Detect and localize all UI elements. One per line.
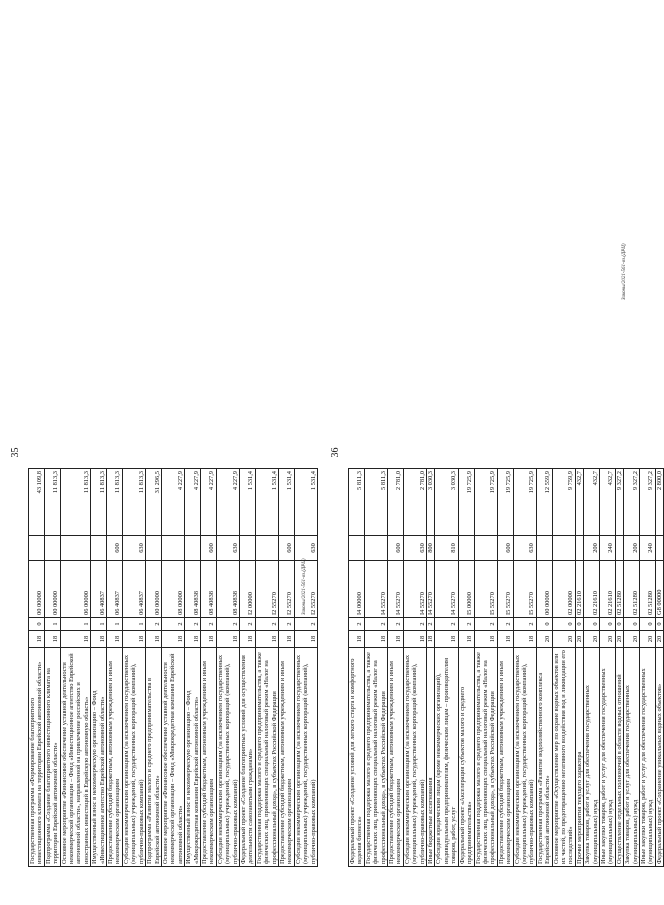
code-subprogram: 1 (44, 618, 60, 631)
amount: 9 759,9 (552, 469, 575, 536)
amount: 1 531,4 (279, 469, 295, 536)
code-expense-type (655, 536, 663, 561)
code-program: 20 (615, 631, 623, 648)
row-title: Прочие мероприятия текущего характера (575, 648, 583, 867)
code-expense-type (575, 536, 583, 561)
amount: 19 725,9 (474, 469, 497, 536)
row-title: Государственная поддержка малого и среднего предпринимательства, а также физических лиц, применяющих специальный налоговый режим «Налог на профессиональный доход», в субъектах Российской Федерации (474, 648, 497, 867)
table-row (536, 469, 552, 867)
amount: 5 811,3 (349, 469, 365, 536)
amount: 11 813,3 (44, 469, 60, 536)
code-program: 20 (640, 631, 656, 648)
row-title: Государственная программа «Формирование благоприятного инвестиционного климата на территории Еврейской автономной области» (29, 648, 45, 867)
table-row (513, 469, 536, 867)
code-article: 06 40837 (91, 561, 107, 618)
row-title: Государственная поддержка малого и среднего предпринимательства, а также физических лиц, применяющих специальный налоговый режим «Налог на профессиональный доход», в субъектах Российской Федерации (364, 648, 387, 867)
code-article: I5 55270 (474, 561, 497, 618)
amount: 2 781,0 (403, 469, 426, 536)
code-expense-type (91, 536, 107, 561)
code-expense-type (44, 536, 60, 561)
table-row (91, 469, 107, 867)
code-program: 18 (497, 631, 513, 648)
row-title: Основное мероприятие «Финансовое обеспечение уставной деятельности некоммерческой организации – Фонд «Микрокредитная компания Еврейской автономной области» (161, 648, 184, 867)
code-subprogram: 1 (91, 618, 107, 631)
code-subprogram: 2 (294, 618, 317, 631)
code-expense-type (552, 536, 575, 561)
code-article: 06 40837 (107, 561, 123, 618)
code-expense-type (161, 536, 184, 561)
amount: 4 227,9 (161, 469, 184, 536)
row-title: Иные закупки товаров, работ и услуг для обеспечения государственных (муниципальных) нужд (600, 648, 616, 867)
row-title: Иные бюджетные ассигнования (427, 648, 435, 867)
code-program: 18 (364, 631, 387, 648)
code-subprogram: 2 (216, 618, 239, 631)
code-program: 18 (474, 631, 497, 648)
code-article: 02 51280 (624, 561, 640, 618)
code-subprogram: 0 (552, 618, 575, 631)
code-program: 18 (255, 631, 278, 648)
code-expense-type: 630 (122, 536, 145, 561)
table-row (640, 469, 656, 867)
code-program: 18 (294, 631, 317, 648)
code-expense-type: 630 (294, 536, 317, 561)
page-36 (320, 0, 663, 905)
row-title: Предоставление субсидий бюджетным, автономным учреждениям и иным некоммерческим организациям (279, 648, 295, 867)
table-row (200, 469, 216, 867)
code-subprogram: 0 (575, 618, 583, 631)
table-row (29, 469, 45, 867)
code-program: 18 (29, 631, 45, 648)
amount: 4 227,9 (216, 469, 239, 536)
table-row (655, 469, 663, 867)
budget-table (28, 468, 318, 867)
code-program: 18 (349, 631, 365, 648)
code-subprogram: 2 (161, 618, 184, 631)
row-title: Закупка товаров, работ и услуг для обеспечения государственных (муниципальных) нужд (624, 648, 640, 867)
table-row (552, 469, 575, 867)
row-title: Федеральный проект «Сохранение уникальных водных объектов» (655, 648, 663, 867)
code-article: 02 21610 (584, 561, 600, 618)
amount: 2 800,0 (655, 469, 663, 536)
table-row (60, 469, 91, 867)
amount: 31 296,5 (146, 469, 162, 536)
table-row (146, 469, 162, 867)
table-row (615, 469, 623, 867)
code-program: 20 (624, 631, 640, 648)
table-row (388, 469, 404, 867)
code-article: 02 00000 (552, 561, 575, 618)
amount: 4 227,9 (200, 469, 216, 536)
table-row (497, 469, 513, 867)
amount: 9 327,2 (615, 469, 623, 536)
code-expense-type: 600 (497, 536, 513, 561)
code-article: I2 55270 (255, 561, 278, 618)
row-title: Основное мероприятие «Финансовое обеспечение уставной деятельности некоммерческой организации – Фонд «Инвестиционное агентство Еврейской автономной области», направленной на привлечение российских и иностранных инвестиций в Еврейскую автономную область» (60, 648, 91, 867)
code-program: 20 (584, 631, 600, 648)
code-article: I5 55270 (513, 561, 536, 618)
amount: 4 227,9 (185, 469, 201, 536)
code-subprogram: 2 (388, 618, 404, 631)
code-article: 00 00000 (536, 561, 552, 618)
row-title: Предоставление субсидий бюджетным, автономным учреждениям и иным некоммерческим организациям (200, 648, 216, 867)
code-subprogram: 2 (279, 618, 295, 631)
code-article: I5 00000 (458, 561, 474, 618)
code-article: 00 00000 (29, 561, 45, 618)
code-program: 18 (122, 631, 145, 648)
code-article: I2 00000 (239, 561, 255, 618)
code-subprogram: 2 (349, 618, 365, 631)
row-title: Основное мероприятие «Осуществление мер по охране водных объектов или их частей, по предотвращению негативного воздействия вод и ликвидации его последствий» (552, 648, 575, 867)
code-article: I4 55270 (388, 561, 404, 618)
amount: 432,7 (600, 469, 616, 536)
table-row (403, 469, 426, 867)
amount: 19 725,9 (497, 469, 513, 536)
code-program: 18 (403, 631, 426, 648)
code-expense-type: 200 (624, 536, 640, 561)
row-title: Государственная программа «Развитие водохозяйственного комплекса Еврейской автономной области» (536, 648, 552, 867)
code-program: 20 (575, 631, 583, 648)
table-row (294, 469, 317, 867)
code-article: I4 55270 (364, 561, 387, 618)
code-article: I2 55270 (294, 561, 317, 618)
table-row (279, 469, 295, 867)
table-row (349, 469, 365, 867)
code-article: G8 00000 (655, 561, 663, 618)
code-program: 20 (536, 631, 552, 648)
code-program: 18 (185, 631, 201, 648)
row-title: Предоставление субсидий бюджетным, автономным учреждениям и иным некоммерческим организациям (388, 648, 404, 867)
table-row (435, 469, 458, 867)
code-expense-type (185, 536, 201, 561)
table-row (575, 469, 583, 867)
amount: 43 109,8 (29, 469, 45, 536)
budget-table (348, 468, 664, 867)
code-expense-type (349, 536, 365, 561)
code-subprogram: 0 (640, 618, 656, 631)
code-expense-type: 600 (107, 536, 123, 561)
code-expense-type: 240 (640, 536, 656, 561)
code-article: 00 00000 (44, 561, 60, 618)
code-subprogram: 2 (474, 618, 497, 631)
code-expense-type: 810 (435, 536, 458, 561)
code-article: 06 00000 (60, 561, 91, 618)
table-row (216, 469, 239, 867)
row-title: Федеральный проект «Создание условий для легкого старта и комфортного ведения бизнеса» (349, 648, 365, 867)
code-expense-type: 600 (279, 536, 295, 561)
code-article: I4 55270 (427, 561, 435, 618)
code-expense-type (536, 536, 552, 561)
code-subprogram: 1 (60, 618, 91, 631)
code-subprogram: 0 (655, 618, 663, 631)
row-title: Предоставление субсидий бюджетным, автономным учреждениям и иным некоммерческим организациям (497, 648, 513, 867)
row-title: Субсидии некоммерческим организациям (за исключением государственных (муниципальных) учреждений, государственных корпораций (компаний), публично-правовых компаний) (294, 648, 317, 867)
amount: 432,7 (584, 469, 600, 536)
code-subprogram: 2 (146, 618, 162, 631)
code-subprogram: 0 (584, 618, 600, 631)
code-program: 18 (146, 631, 162, 648)
code-program: 18 (44, 631, 60, 648)
row-title: Подпрограмма «Создание благоприятного инвестиционного климата на территории Еврейской автономной области» (44, 648, 60, 867)
amount: 11 813,3 (60, 469, 91, 536)
code-subprogram: 0 (536, 618, 552, 631)
table-row (122, 469, 145, 867)
row-title: Имущественный взнос в некоммерческую организацию – Фонд «Инвестиционное агентство Еврейской автономной области» (91, 648, 107, 867)
code-article: 08 40838 (185, 561, 201, 618)
code-expense-type: 800 (427, 536, 435, 561)
code-expense-type: 630 (403, 536, 426, 561)
amount: 1 531,4 (239, 469, 255, 536)
amount: 1 531,4 (255, 469, 278, 536)
code-subprogram: 2 (200, 618, 216, 631)
code-subprogram: 2 (427, 618, 435, 631)
code-expense-type: 240 (600, 536, 616, 561)
amount: 19 725,9 (513, 469, 536, 536)
table-row (44, 469, 60, 867)
code-article: 00 00000 (146, 561, 162, 618)
code-expense-type (60, 536, 91, 561)
code-expense-type (239, 536, 255, 561)
table-row (161, 469, 184, 867)
amount: 5 811,3 (364, 469, 387, 536)
code-expense-type: 600 (388, 536, 404, 561)
code-expense-type (474, 536, 497, 561)
code-program: 18 (91, 631, 107, 648)
code-subprogram: 2 (185, 618, 201, 631)
code-article: 06 40837 (122, 561, 145, 618)
table-row (427, 469, 435, 867)
code-subprogram: 2 (458, 618, 474, 631)
table-row (584, 469, 600, 867)
table-row (474, 469, 497, 867)
row-title: Осуществление отдельных полномочий в области водных отношений (615, 648, 623, 867)
code-article: I2 55270 (279, 561, 295, 618)
code-subprogram: 2 (255, 618, 278, 631)
row-title: Подпрограмма «Развитие малого и среднего предпринимательства в Еврейской автономной области» (146, 648, 162, 867)
page-footer: Законы/2021-561-оз.(ДРЦ) (302, 558, 307, 615)
page-number: 35 (10, 447, 21, 458)
row-title: Субсидии некоммерческим организациям (за исключением государственных (муниципальных) учреждений, государственных корпораций (компаний), публично-правовых компаний) (216, 648, 239, 867)
code-article: I4 00000 (349, 561, 365, 618)
row-title: Государственная поддержка малого и среднего предпринимательства, а также физических лиц, применяющих специальный налоговый режим «Налог на профессиональный доход», в субъектах Российской Федерации (255, 648, 278, 867)
code-program: 18 (216, 631, 239, 648)
code-subprogram: 1 (107, 618, 123, 631)
code-program: 18 (60, 631, 91, 648)
code-program: 18 (458, 631, 474, 648)
code-article: I5 55270 (497, 561, 513, 618)
amount: 3 030,3 (435, 469, 458, 536)
code-expense-type: 600 (200, 536, 216, 561)
code-program: 18 (161, 631, 184, 648)
amount: 9 327,2 (624, 469, 640, 536)
code-article: I4 55270 (403, 561, 426, 618)
amount: 1 531,4 (294, 469, 317, 536)
code-article: 08 40838 (200, 561, 216, 618)
table-row (624, 469, 640, 867)
amount: 3 030,3 (427, 469, 435, 536)
code-subprogram: 2 (403, 618, 426, 631)
code-subprogram: 0 (29, 618, 45, 631)
code-program: 18 (435, 631, 458, 648)
row-title: Предоставление субсидий бюджетным, автономным учреждениям и иным некоммерческим организациям (107, 648, 123, 867)
code-expense-type: 630 (513, 536, 536, 561)
code-expense-type (146, 536, 162, 561)
code-subprogram: 0 (624, 618, 640, 631)
code-article: 02 21610 (575, 561, 583, 618)
amount: 9 327,2 (640, 469, 656, 536)
amount: 2 781,0 (388, 469, 404, 536)
code-program: 18 (427, 631, 435, 648)
code-program: 18 (107, 631, 123, 648)
code-subprogram: 2 (435, 618, 458, 631)
row-title: Субсидии некоммерческим организациям (за исключением государственных (муниципальных) учреждений, государственных корпораций (компаний), публично-правовых компаний) (403, 648, 426, 867)
page-35 (0, 0, 320, 905)
page-footer: Законы/2021-561-оз.(ДРЦ) (622, 243, 627, 300)
code-article: I4 55270 (435, 561, 458, 618)
code-article: 02 51280 (615, 561, 623, 618)
table-row (364, 469, 387, 867)
amount: 11 813,3 (122, 469, 145, 536)
table-row (239, 469, 255, 867)
code-expense-type (458, 536, 474, 561)
code-expense-type (615, 536, 623, 561)
code-program: 20 (600, 631, 616, 648)
row-title: Субсидии некоммерческим организациям (за исключением государственных (муниципальных) учреждений, государственных корпораций (компаний), публично-правовых компаний) (122, 648, 145, 867)
code-subprogram: 2 (239, 618, 255, 631)
code-program: 18 (239, 631, 255, 648)
row-title: Федеральный проект «Создание благоприятных условий для осуществления деятельности самозанятыми гражданами» (239, 648, 255, 867)
code-subprogram: 0 (615, 618, 623, 631)
table-row (107, 469, 123, 867)
code-article: 02 51280 (640, 561, 656, 618)
code-program: 20 (655, 631, 663, 648)
code-expense-type (255, 536, 278, 561)
row-title: Иные закупки товаров, работ и услуг для обеспечения государственных (муниципальных) нужд (640, 648, 656, 867)
code-subprogram: 2 (364, 618, 387, 631)
row-title: Субсидии юридическим лицам (кроме некоммерческих организаций), индивидуальным предпринимателям, физическим лицам – производителям товаров, работ, услуг (435, 648, 458, 867)
code-expense-type (29, 536, 45, 561)
amount: 19 725,9 (458, 469, 474, 536)
code-article: 02 21610 (600, 561, 616, 618)
code-program: 18 (200, 631, 216, 648)
table-row (600, 469, 616, 867)
code-subprogram: 2 (497, 618, 513, 631)
row-title: Федеральный проект «Акселерация субъектов малого и среднего предпринимательства» (458, 648, 474, 867)
code-subprogram: 1 (122, 618, 145, 631)
page-number: 36 (330, 447, 341, 458)
code-expense-type (364, 536, 387, 561)
code-subprogram: 2 (513, 618, 536, 631)
code-program: 20 (552, 631, 575, 648)
code-article: 08 40838 (216, 561, 239, 618)
row-title: Субсидии некоммерческим организациям (за исключением государственных (муниципальных) учреждений, государственных корпораций (компаний), публично-правовых компаний) (513, 648, 536, 867)
code-article: 08 00000 (161, 561, 184, 618)
amount: 11 813,3 (107, 469, 123, 536)
code-program: 18 (388, 631, 404, 648)
amount: 11 813,3 (91, 469, 107, 536)
code-subprogram: 0 (600, 618, 616, 631)
row-title: Закупка товаров, работ и услуг для обеспечения государственных (муниципальных) нужд (584, 648, 600, 867)
table-row (458, 469, 474, 867)
amount: 12 559,9 (536, 469, 552, 536)
code-expense-type: 200 (584, 536, 600, 561)
amount: 432,7 (575, 469, 583, 536)
code-expense-type: 630 (216, 536, 239, 561)
code-program: 18 (279, 631, 295, 648)
row-title: Имущественный взнос в некоммерческую организацию – Фонд «Микрокредитная компания Еврейской автономной области» (185, 648, 201, 867)
table-row (185, 469, 201, 867)
code-program: 18 (513, 631, 536, 648)
table-row (255, 469, 278, 867)
